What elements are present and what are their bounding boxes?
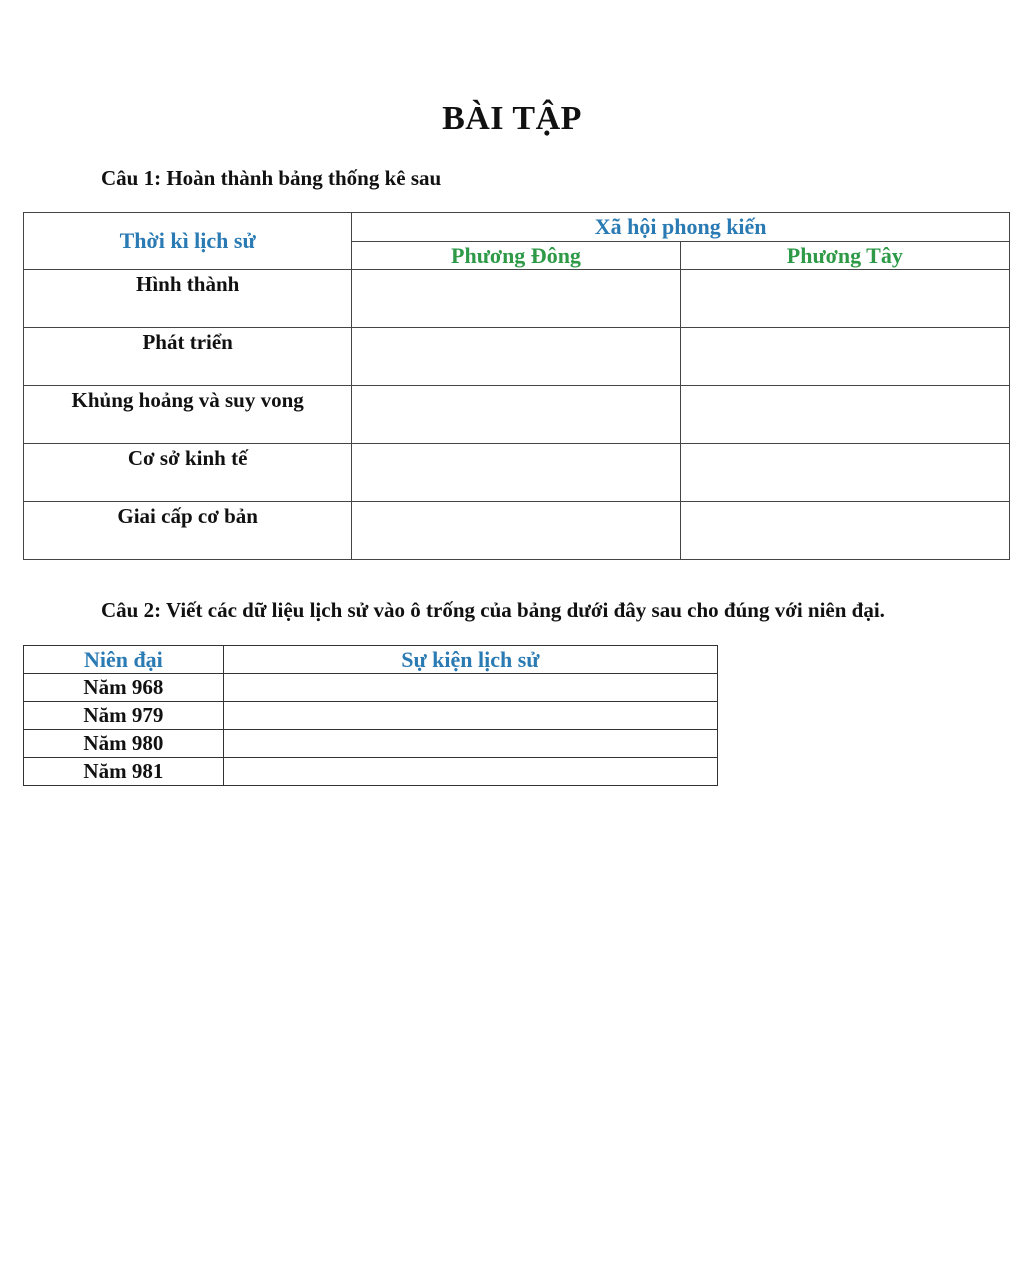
event-answer-cell[interactable] — [223, 730, 717, 758]
page-title: BÀI TẬP — [442, 100, 582, 137]
row-label-formation: Hình thành — [24, 270, 352, 328]
table-row — [24, 758, 718, 786]
answer-cell-east[interactable] — [352, 444, 680, 502]
year-cell: Năm 979 — [24, 702, 224, 730]
row-label-economic-base: Cơ sở kinh tế — [24, 444, 352, 502]
society-header: Xã hội phong kiến — [352, 213, 1010, 242]
table-row — [24, 386, 1010, 444]
row-label-development: Phát triển — [24, 328, 352, 386]
row-label-social-classes: Giai cấp cơ bản — [24, 502, 352, 560]
answer-cell-west[interactable] — [680, 270, 1009, 328]
answer-cell-east[interactable] — [352, 502, 680, 560]
event-answer-cell[interactable] — [223, 702, 717, 730]
answer-cell-east[interactable] — [352, 386, 680, 444]
table-header-row — [24, 646, 718, 674]
answer-cell-west[interactable] — [680, 328, 1009, 386]
year-cell: Năm 981 — [24, 758, 224, 786]
table-header-row — [24, 213, 1010, 242]
table-row — [24, 502, 1010, 560]
table-row — [24, 270, 1010, 328]
answer-cell-east[interactable] — [352, 328, 680, 386]
event-header: Sự kiện lịch sử — [223, 646, 717, 674]
question-1-label: Câu 1: Hoàn thành bảng thống kê sau — [101, 166, 442, 190]
year-cell: Năm 980 — [24, 730, 224, 758]
answer-cell-west[interactable] — [680, 386, 1009, 444]
timeline-table — [23, 645, 718, 786]
table-row — [24, 328, 1010, 386]
table-row — [24, 730, 718, 758]
event-answer-cell[interactable] — [223, 758, 717, 786]
table-row — [24, 702, 718, 730]
answer-cell-west[interactable] — [680, 444, 1009, 502]
table-row — [24, 674, 718, 702]
year-header: Niên đại — [24, 646, 224, 674]
period-header: Thời kì lịch sử — [24, 213, 352, 270]
statistics-table — [23, 212, 1010, 560]
event-answer-cell[interactable] — [223, 674, 717, 702]
answer-cell-west[interactable] — [680, 502, 1009, 560]
west-header: Phương Tây — [680, 242, 1009, 270]
year-cell: Năm 968 — [24, 674, 224, 702]
row-label-crisis: Khủng hoảng và suy vong — [24, 386, 352, 444]
east-header: Phương Đông — [352, 242, 680, 270]
answer-cell-east[interactable] — [352, 270, 680, 328]
question-2-label: Câu 2: Viết các dữ liệu lịch sử vào ô trống của bảng dưới đây sau cho đúng với niên đại. — [101, 598, 885, 622]
table-row — [24, 444, 1010, 502]
